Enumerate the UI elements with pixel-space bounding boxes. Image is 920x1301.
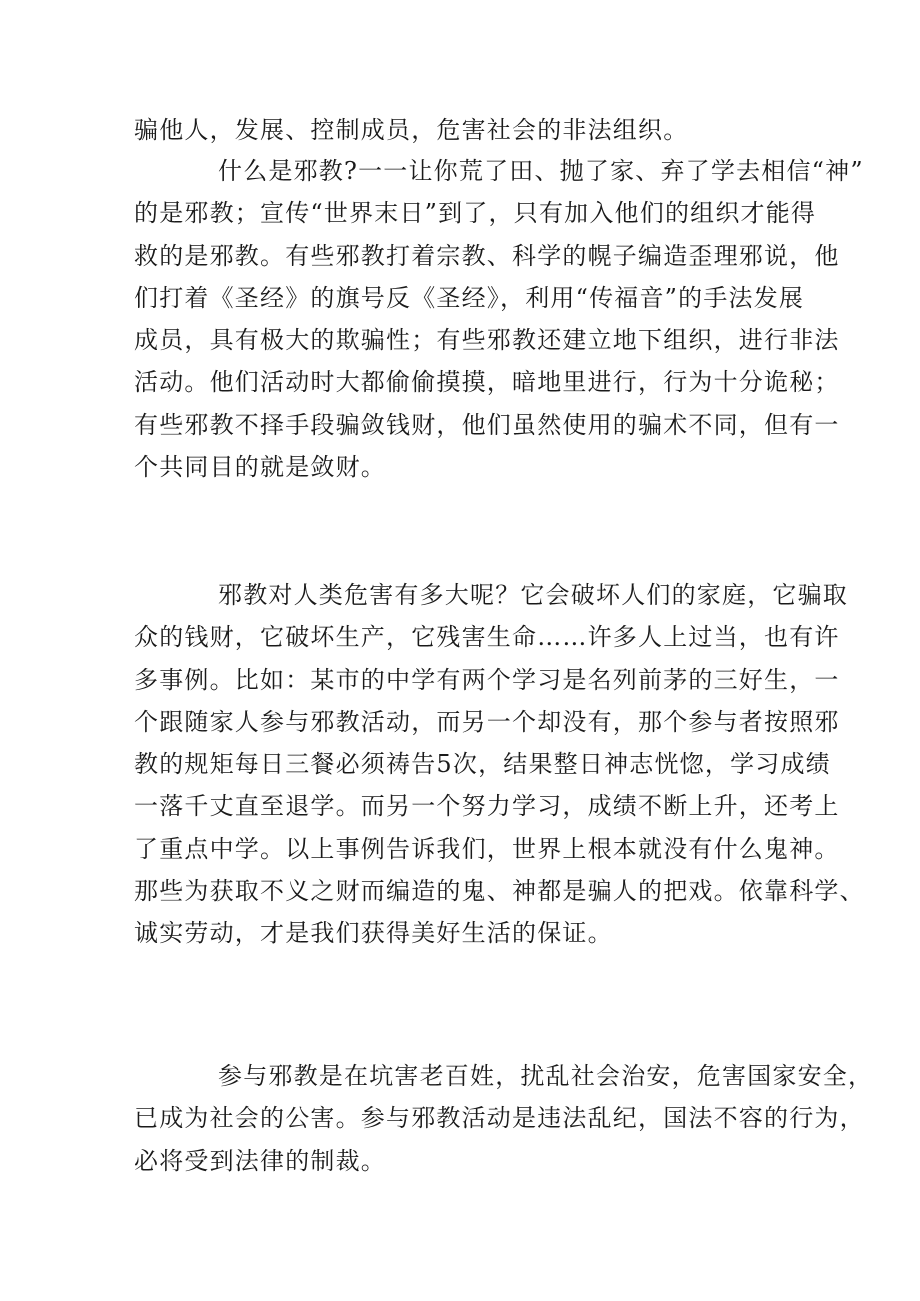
text-line: 活动。他们活动时大都偷偷摸摸，暗地里进行，行为十分诡秘； [134,368,840,397]
text-line: 什么是邪教?一一让你荒了田、抛了家、弃了学去相信“神” [218,157,864,185]
paragraph-conclusion [134,1055,874,1182]
text-line: 了重点中学。以上事例告诉我们，世界上根本就没有什么鬼神。 [134,834,840,863]
text-line: 个共同目的就是敛财。 [134,453,386,482]
paragraph-what-is-cult [134,150,864,488]
text-line: 已成为社会的公害。参与邪教活动是违法乱纪，国法不容的行为， [134,1104,865,1133]
text-line: 诚实劳动，才是我们获得美好生活的保证。 [134,919,613,948]
paragraph-continuation [134,109,794,151]
text-line: 那些为获取不义之财而编造的鬼、神都是骗人的把戏。依靠科学、 [134,877,865,906]
text-line: 参与邪教是在坑害老百姓，扰乱社会治安，危害国家安全， [218,1062,874,1090]
text-line: 邪教对人类危害有多大呢？它会破坏人们的家庭，它骗取 [218,581,848,609]
text-line: 一落千丈直至退学。而另一个努力学习，成绩不断上升，还考上 [134,792,840,821]
text-line: 成员，具有极大的欺骗性；有些邪教还建立地下组织，进行非法 [134,326,840,355]
text-line: 救的是邪教。有些邪教打着宗教、科学的幌子编造歪理邪说，他 [134,241,840,270]
text-line: 个跟随家人参与邪教活动，而另一个却没有，那个参与者按照邪 [134,707,840,736]
text-line: 众的钱财，它破坏生产，它残害生命……许多人上过当，也有许 [134,623,840,652]
text-line: 骗他人，发展、控制成员，危害社会的非法组织。 [134,116,689,144]
text-line: 多事例。比如：某市的中学有两个学习是名列前茅的三好生，一 [134,665,840,694]
text-line: 们打着《圣经》的旗号反《圣经》，利用“传福音”的手法发展 [134,283,805,312]
text-line: 有些邪教不择手段骗敛钱财，他们虽然使用的骗术不同，但有一 [134,410,840,439]
text-line: 必将受到法律的制裁。 [134,1146,386,1175]
text-line: 教的规矩每日三餐必须祷告5次，结果整日神志恍惚，学习成绩 [134,750,831,779]
paragraph-harm [134,574,865,955]
text-line: 的是邪教；宣传“世界末日”到了，只有加入他们的组织才能得 [134,199,817,228]
